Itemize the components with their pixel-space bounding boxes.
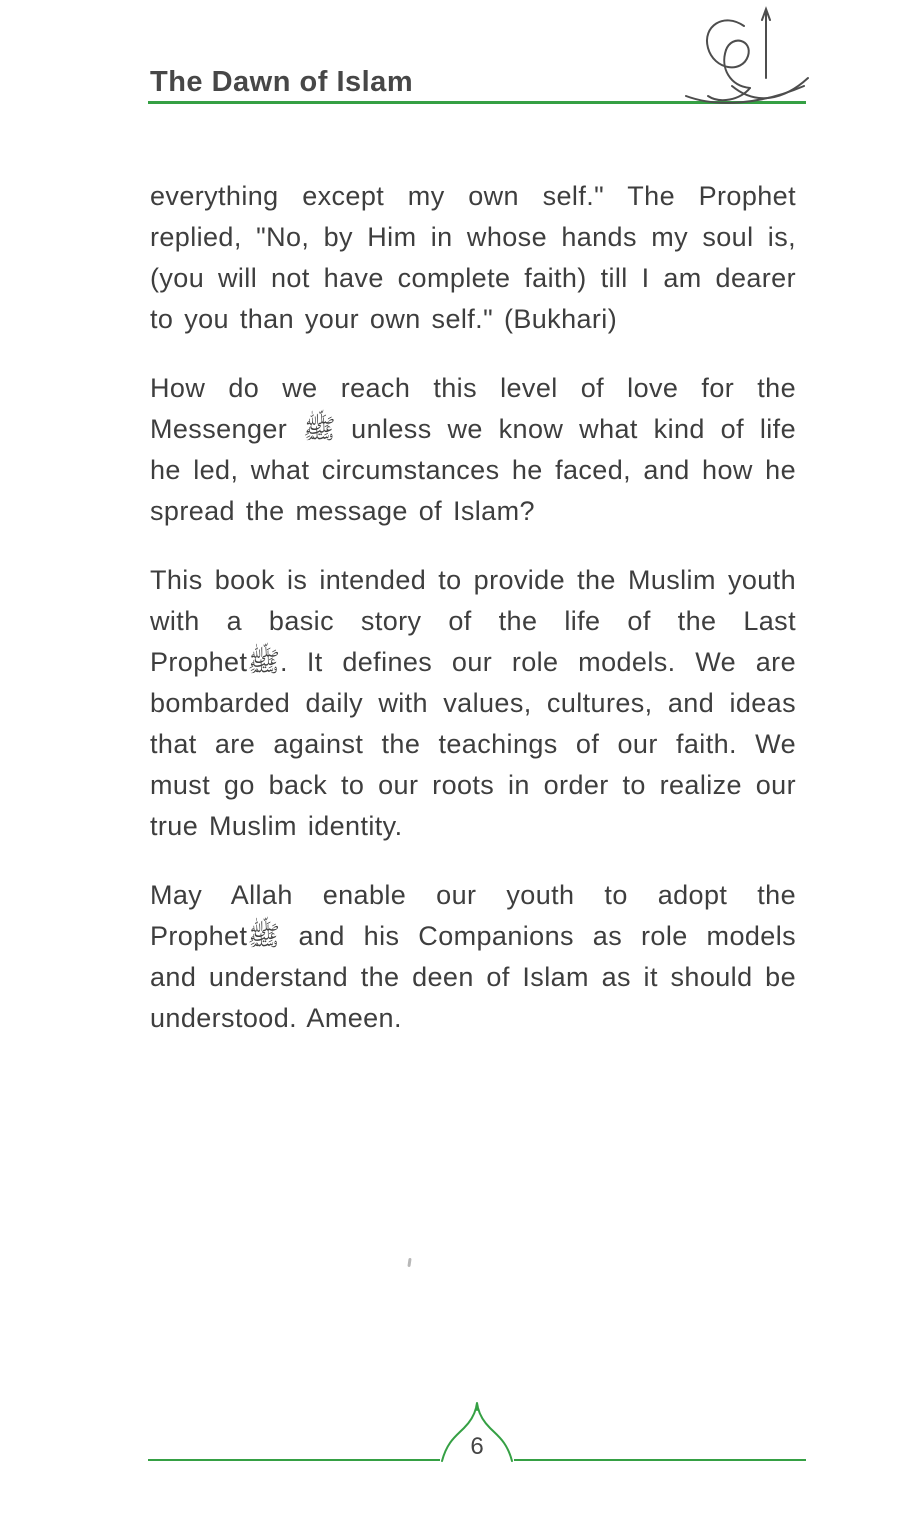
scan-artifact <box>407 1258 411 1267</box>
paragraph: This book is intended to provide the Muslim youth with a basic story of the life of the Last Prophetﷺ. It defines our role models. We are bombarded daily with values, cultures, and ideas that are against the teachings of our faith. We must go back to our roots in order to realize our true Muslim identity. <box>150 565 796 841</box>
page-header <box>0 0 898 130</box>
page-footer <box>148 1400 806 1462</box>
footer-rule-left <box>148 1459 440 1461</box>
page-title: The Dawn of Islam <box>150 66 414 98</box>
paragraph: How do we reach this level of love for the Messenger ﷺ unless we know what kind of life he led, what circumstances he faced, and how he spread the message of Islam? <box>150 373 796 526</box>
paragraph: everything except my own self." The Prophet replied, "No, by Him in whose hands my soul is, (you will not have complete faith) till I am dearer to you than your own self." (Bukhari) <box>150 181 796 334</box>
paragraph: May Allah enable our youth to adopt the Prophetﷺ and his Companions as role models and understand the deen of Islam as it should be understood. Ameen. <box>150 880 796 1033</box>
calligraphy-minaret-ornament-icon <box>670 6 810 118</box>
mosque-dome-ornament-icon <box>440 1400 514 1462</box>
page-number: 6 <box>470 1433 484 1460</box>
footer-rule-right <box>514 1459 806 1461</box>
page-body <box>150 176 796 1067</box>
